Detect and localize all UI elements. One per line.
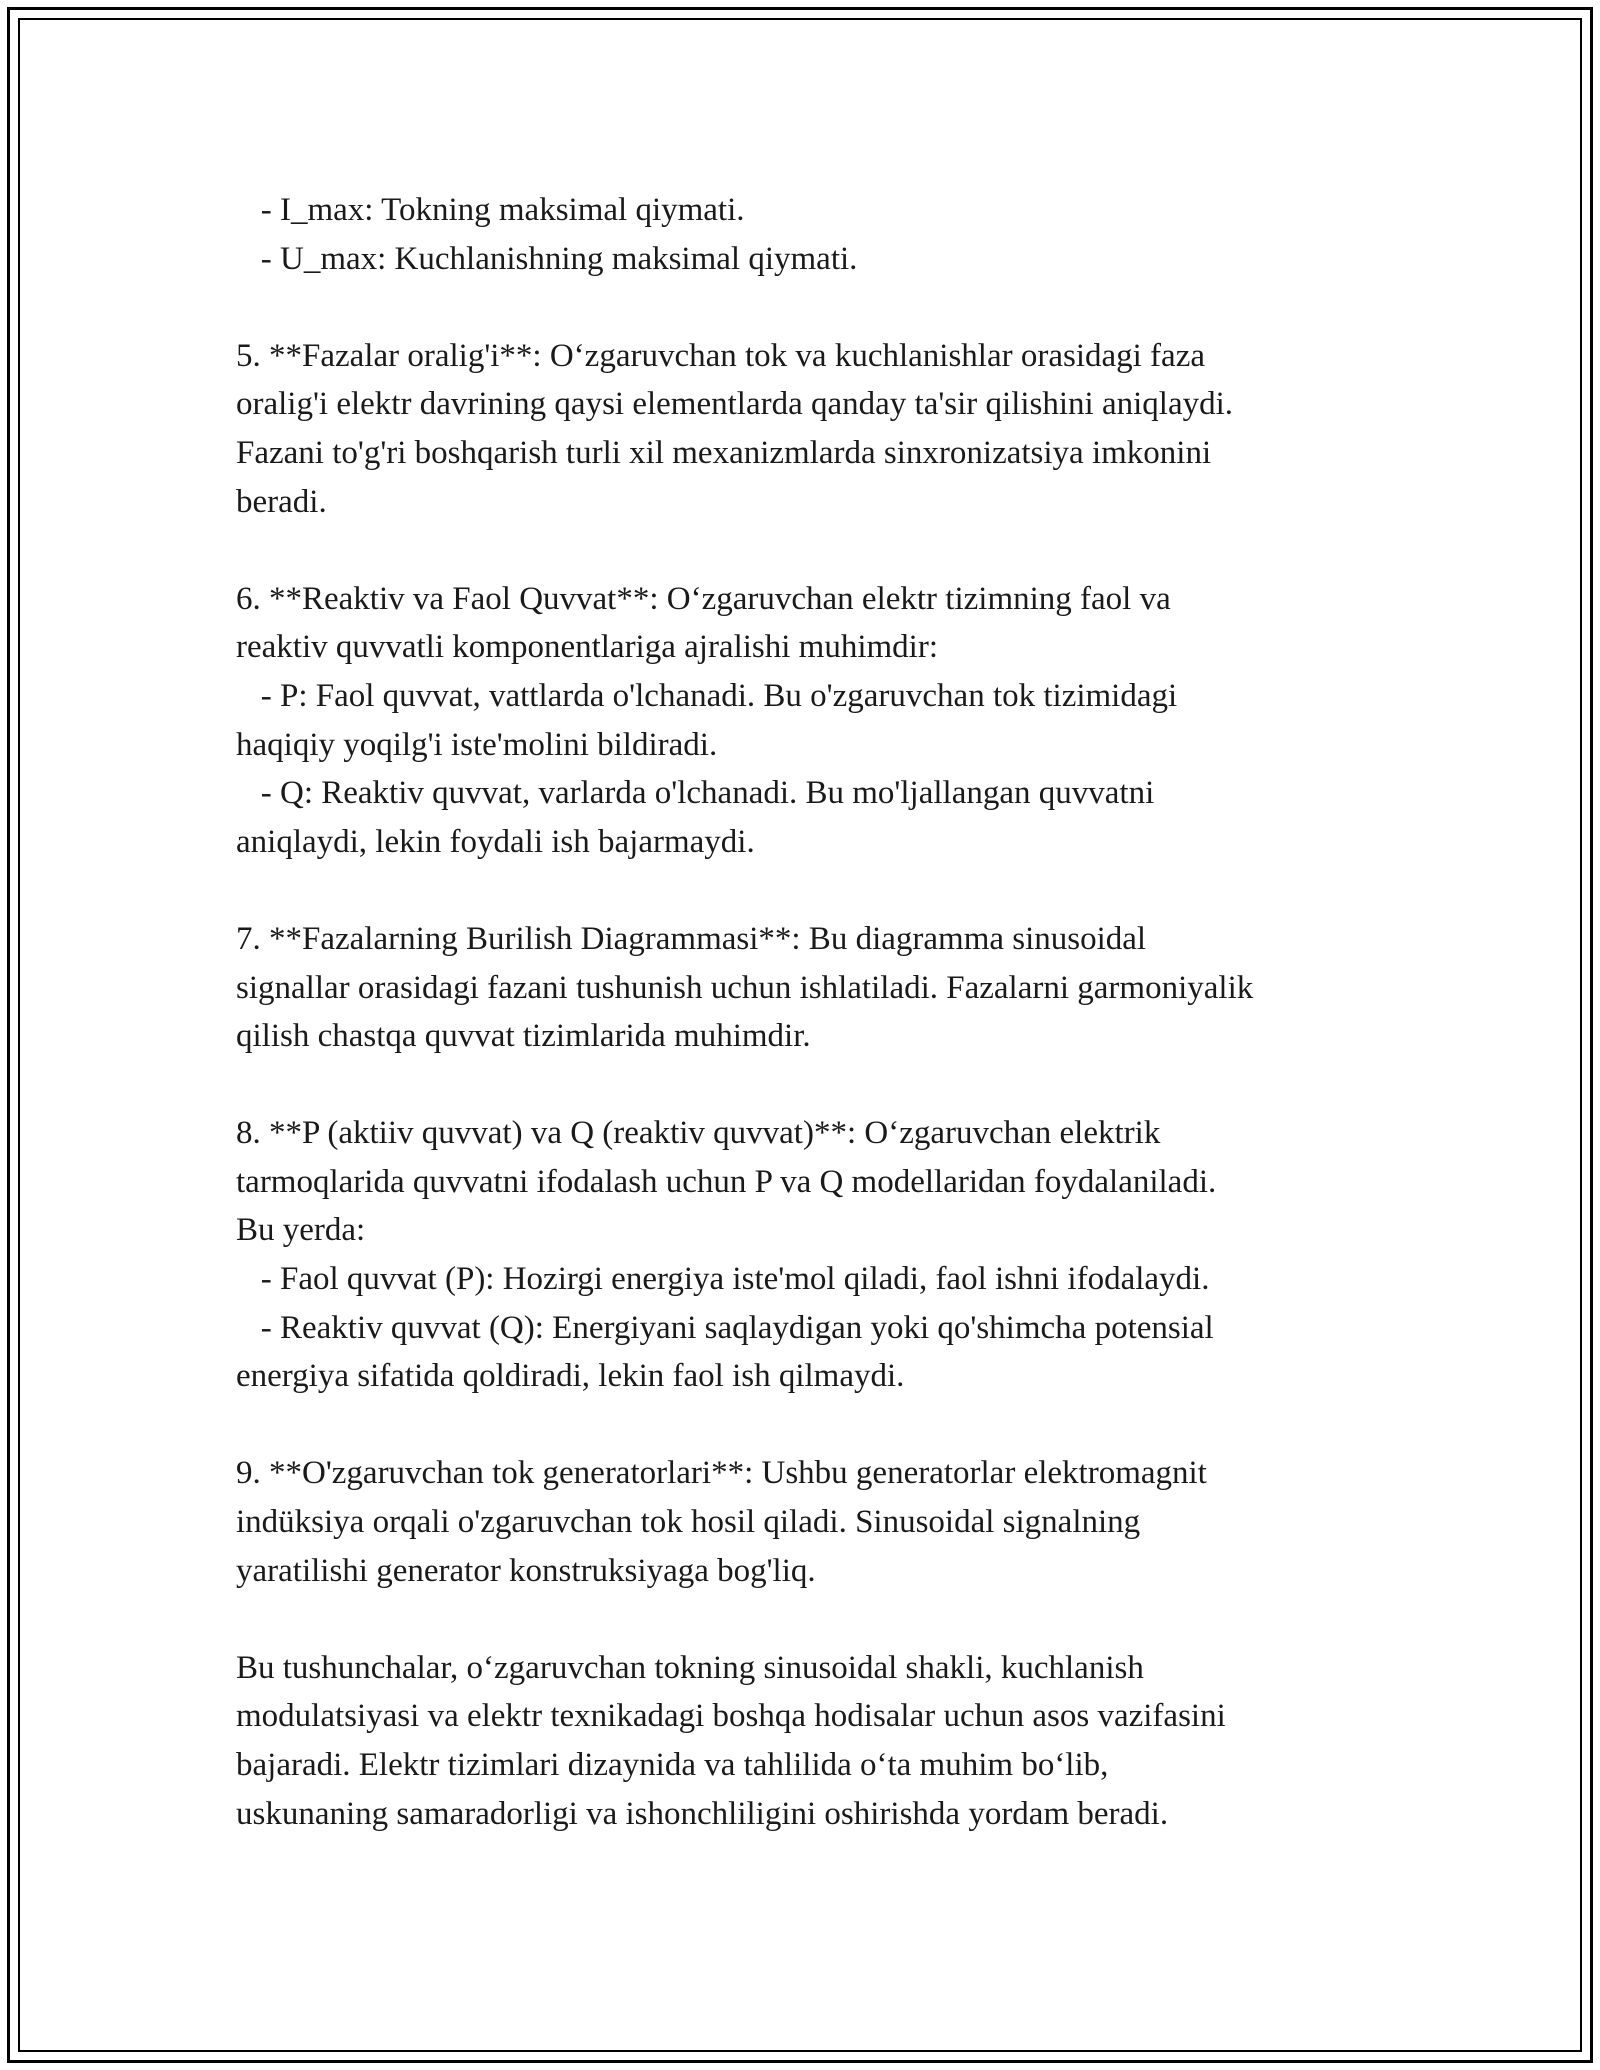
text-line: - Q: Reaktiv quvvat, varlarda o'lchanadi. Bu mo'ljallangan quvvatni [236,775,1155,812]
text-line: bajaradi. Elektr tizimlari dizaynida va tahlilida o‘ta muhim bo‘lib, [236,1747,1109,1783]
text-line: reaktiv quvvatli komponentlariga ajralishi muhimdir: [236,629,939,666]
text-line: 5. **Fazalar oralig'i**: O‘zgaruvchan tok va kuchlanishlar orasidagi faza [236,337,1205,374]
text-line: Bu yerda: [236,1212,366,1249]
text-line: modulatsiyasi va elektr texnikadagi boshqa hodisalar uchun asos vazifasini [236,1698,1226,1735]
document-body [236,186,1426,1838]
text-line: 6. **Reaktiv va Faol Quvvat**: O‘zgaruvchan elektr tizimning faol va [236,580,1171,617]
text-line: yaratilishi generator konstruksiyaga bog'liq. [236,1552,816,1589]
text-line: qilish chastqa quvvat tizimlarida muhimdir. [236,1018,811,1055]
text-line: indüksiya orqali o'zgaruvchan tok hosil qiladi. Sinusoidal signalning [236,1504,1141,1541]
text-line: - I_max: Tokning maksimal qiymati. [236,192,745,228]
text-line: - Reaktiv quvvat (Q): Energiyani saqlaydigan yoki qo'shimcha potensial [236,1309,1214,1346]
text-line: signallar orasidagi fazani tushunish uchun ishlatiladi. Fazalarni garmoniyalik [236,969,1254,1006]
blank-line [236,283,1426,332]
text-line: uskunaning samaradorligi va ishonchliligini oshirishda yordam beradi. [236,1795,1169,1832]
text-line: 9. **O'zgaruvchan tok generatorlari**: Ushbu generatorlar elektromagnit [236,1455,1207,1492]
text-line: beradi. [236,483,327,520]
text-line: aniqlaydi, lekin foydali ish bajarmaydi. [236,823,755,860]
text-line: oralig'i elektr davrining qaysi elementlarda qanday ta'sir qilishini aniqlaydi. [236,386,1234,423]
blank-line [236,1401,1426,1450]
blank-line [236,1061,1426,1110]
text-line: Fazani to'g'ri boshqarish turli xil mexanizmlarda sinxronizatsiya imkonini [236,434,1212,471]
blank-line [236,526,1426,575]
text-line: Bu tushunchalar, o‘zgaruvchan tokning sinusoidal shakli, kuchlanish [236,1649,1144,1686]
blank-line [236,1595,1426,1644]
text-line: - U_max: Kuchlanishning maksimal qiymati. [236,240,858,277]
text-line: - P: Faol quvvat, vattlarda o'lchanadi. Bu o'zgaruvchan tok tizimidagi [236,677,1178,714]
text-line: energiya sifatida qoldiradi, lekin faol ish qilmaydi. [236,1358,905,1395]
blank-line [236,866,1426,915]
text-line: 8. **P (aktiiv quvvat) va Q (reaktiv quvvat)**: O‘zgaruvchan elektrik [236,1115,1161,1152]
text-line: haqiqiy yoqilg'i iste'molini bildiradi. [236,726,718,763]
text-line: - Faol quvvat (P): Hozirgi energiya iste'mol qiladi, faol ishni ifodalaydi. [236,1261,1210,1298]
text-line: tarmoqlarida quvvatni ifodalash uchun P va Q modellaridan foydalaniladi. [236,1163,1217,1200]
text-line: 7. **Fazalarning Burilish Diagrammasi**: Bu diagramma sinusoidal [236,920,1147,957]
